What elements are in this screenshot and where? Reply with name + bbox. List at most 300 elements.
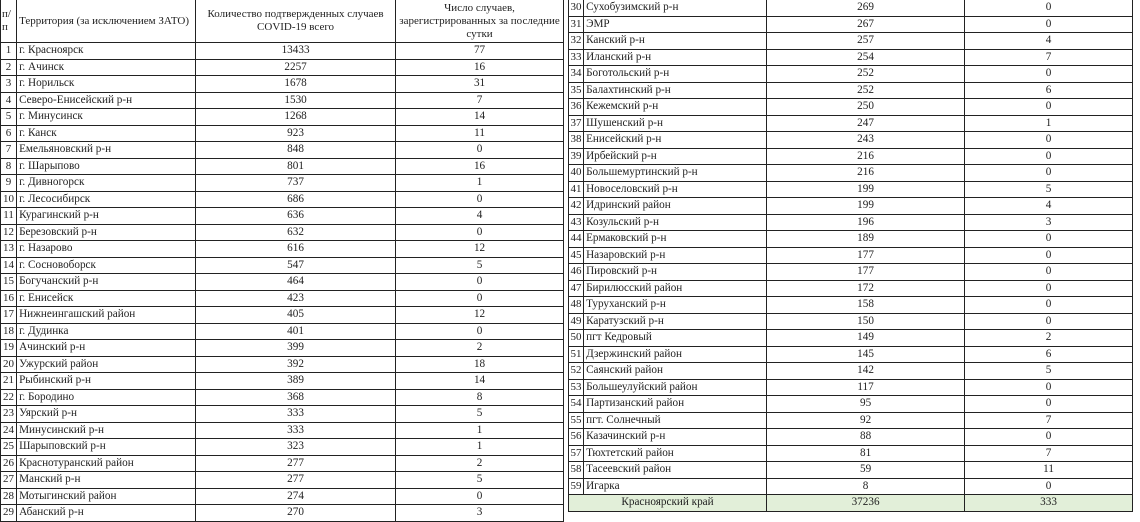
row-territory: Абанский р-н [17, 505, 196, 522]
row-territory: Большеулуйский район [584, 379, 767, 396]
row-number: 2 [1, 59, 17, 76]
row-territory: Боготольский р-н [584, 66, 767, 83]
row-number: 26 [1, 455, 17, 472]
row-total-cases: 177 [767, 264, 965, 281]
table-row [569, 429, 1133, 446]
row-total-cases: 13433 [196, 43, 396, 60]
row-total-cases: 254 [767, 49, 965, 66]
row-total-cases: 392 [196, 356, 396, 373]
row-total-cases: 59 [767, 462, 965, 479]
table-row [1, 59, 564, 76]
row-total-cases: 196 [767, 214, 965, 231]
row-number: 51 [569, 346, 584, 363]
row-number: 38 [569, 132, 584, 149]
row-total-cases: 547 [196, 257, 396, 274]
covid-cases-table-right [568, 0, 1133, 512]
row-total-cases: 247 [767, 115, 965, 132]
table-row [569, 148, 1133, 165]
row-number: 7 [1, 142, 17, 159]
row-daily-cases: 0 [396, 224, 564, 241]
row-number: 34 [569, 66, 584, 83]
table-row [569, 214, 1133, 231]
row-daily-cases: 5 [396, 406, 564, 423]
row-total-cases: 923 [196, 125, 396, 142]
row-total-cases: 1678 [196, 76, 396, 93]
table-row [569, 346, 1133, 363]
table-row [569, 396, 1133, 413]
row-territory: г. Сосновоборск [17, 257, 196, 274]
row-daily-cases: 0 [396, 290, 564, 307]
row-daily-cases: 0 [965, 379, 1133, 396]
table-row [1, 125, 564, 142]
total-row-total-cases: 37236 [767, 495, 965, 512]
row-territory: пгт Кедровый [584, 330, 767, 347]
row-total-cases: 636 [196, 208, 396, 225]
table-row [1, 455, 564, 472]
row-territory: пгт. Солнечный [584, 412, 767, 429]
row-daily-cases: 7 [965, 445, 1133, 462]
row-daily-cases: 1 [965, 115, 1133, 132]
row-daily-cases: 12 [396, 241, 564, 258]
row-total-cases: 616 [196, 241, 396, 258]
row-daily-cases: 1 [396, 175, 564, 192]
table-row [569, 297, 1133, 314]
row-total-cases: 632 [196, 224, 396, 241]
table-row [1, 43, 564, 60]
row-daily-cases: 11 [396, 125, 564, 142]
row-number: 47 [569, 280, 584, 297]
row-territory: Большемуртинский р-н [584, 165, 767, 182]
row-daily-cases: 0 [965, 297, 1133, 314]
row-daily-cases: 0 [965, 165, 1133, 182]
row-number: 3 [1, 76, 17, 93]
row-total-cases: 1268 [196, 109, 396, 126]
row-number: 22 [1, 389, 17, 406]
table-row [1, 208, 564, 225]
table-row [569, 412, 1133, 429]
row-daily-cases: 0 [396, 323, 564, 340]
row-total-cases: 277 [196, 472, 396, 489]
row-total-cases: 737 [196, 175, 396, 192]
table-row [1, 307, 564, 324]
row-total-cases: 368 [196, 389, 396, 406]
table-row [569, 363, 1133, 380]
row-number: 29 [1, 505, 17, 522]
table-row [569, 99, 1133, 116]
row-number: 8 [1, 158, 17, 175]
table-row [1, 488, 564, 505]
table-row [569, 198, 1133, 215]
row-number: 59 [569, 478, 584, 495]
row-number: 49 [569, 313, 584, 330]
row-daily-cases: 5 [396, 472, 564, 489]
row-total-cases: 323 [196, 439, 396, 456]
row-total-cases: 199 [767, 181, 965, 198]
row-territory: Березовский р-н [17, 224, 196, 241]
row-total-cases: 2257 [196, 59, 396, 76]
row-daily-cases: 11 [965, 462, 1133, 479]
row-number: 48 [569, 297, 584, 314]
table-row [1, 290, 564, 307]
table-row [1, 373, 564, 390]
row-total-cases: 333 [196, 406, 396, 423]
row-daily-cases: 7 [965, 412, 1133, 429]
row-number: 46 [569, 264, 584, 281]
row-total-cases: 269 [767, 0, 965, 16]
row-number: 28 [1, 488, 17, 505]
row-daily-cases: 0 [396, 488, 564, 505]
table-row [1, 274, 564, 291]
row-number: 52 [569, 363, 584, 380]
row-territory: Саянский район [584, 363, 767, 380]
row-territory: г. Норильск [17, 76, 196, 93]
table-header-row [1, 0, 564, 43]
row-number: 9 [1, 175, 17, 192]
table-row [1, 472, 564, 489]
row-number: 44 [569, 231, 584, 248]
row-territory: Мотыгинский район [17, 488, 196, 505]
row-total-cases: 252 [767, 66, 965, 83]
row-total-cases: 150 [767, 313, 965, 330]
row-total-cases: 270 [196, 505, 396, 522]
row-total-cases: 405 [196, 307, 396, 324]
row-total-cases: 158 [767, 297, 965, 314]
row-territory: Новоселовский р-н [584, 181, 767, 198]
row-territory: г. Минусинск [17, 109, 196, 126]
row-territory: Дзержинский район [584, 346, 767, 363]
table-row [569, 330, 1133, 347]
row-daily-cases: 0 [965, 247, 1133, 264]
row-number: 24 [1, 422, 17, 439]
header-number: п/п [1, 0, 17, 43]
table-row [1, 439, 564, 456]
row-territory: Партизанский район [584, 396, 767, 413]
row-total-cases: 333 [196, 422, 396, 439]
row-total-cases: 401 [196, 323, 396, 340]
row-number: 32 [569, 33, 584, 50]
row-number: 30 [569, 0, 584, 16]
row-territory: Бирилюсский район [584, 280, 767, 297]
row-number: 16 [1, 290, 17, 307]
row-daily-cases: 14 [396, 109, 564, 126]
table-row [1, 191, 564, 208]
row-territory: Ермаковский р-н [584, 231, 767, 248]
row-daily-cases: 7 [396, 92, 564, 109]
table-row [569, 247, 1133, 264]
row-number: 57 [569, 445, 584, 462]
row-territory: Шушенский р-н [584, 115, 767, 132]
total-row-label: Красноярский край [569, 495, 767, 512]
table-row [1, 257, 564, 274]
row-number: 17 [1, 307, 17, 324]
row-territory: Краснотуранский район [17, 455, 196, 472]
row-total-cases: 199 [767, 198, 965, 215]
row-territory: Каратузский р-н [584, 313, 767, 330]
table-row [1, 142, 564, 159]
row-daily-cases: 0 [396, 191, 564, 208]
row-territory: Минусинский р-н [17, 422, 196, 439]
row-total-cases: 267 [767, 16, 965, 33]
row-total-cases: 252 [767, 82, 965, 99]
row-territory: г. Бородино [17, 389, 196, 406]
row-territory: Курагинский р-н [17, 208, 196, 225]
row-total-cases: 81 [767, 445, 965, 462]
row-daily-cases: 18 [396, 356, 564, 373]
row-total-cases: 117 [767, 379, 965, 396]
row-territory: ЭМР [584, 16, 767, 33]
table-row [1, 175, 564, 192]
row-number: 12 [1, 224, 17, 241]
row-number: 43 [569, 214, 584, 231]
row-daily-cases: 0 [965, 148, 1133, 165]
row-territory: г. Лесосибирск [17, 191, 196, 208]
row-daily-cases: 4 [965, 33, 1133, 50]
table-row [1, 340, 564, 357]
row-daily-cases: 8 [396, 389, 564, 406]
table-row [569, 445, 1133, 462]
row-daily-cases: 0 [396, 142, 564, 159]
row-territory: г. Назарово [17, 241, 196, 258]
row-number: 15 [1, 274, 17, 291]
table-row [569, 231, 1133, 248]
header-total-cases: Количество подтвержденных случаев COVID-19 всего [196, 0, 396, 43]
row-territory: Рыбинский р-н [17, 373, 196, 390]
row-daily-cases: 3 [396, 505, 564, 522]
row-daily-cases: 16 [396, 59, 564, 76]
row-daily-cases: 31 [396, 76, 564, 93]
row-territory: Ирбейский р-н [584, 148, 767, 165]
row-number: 53 [569, 379, 584, 396]
row-number: 42 [569, 198, 584, 215]
row-total-cases: 189 [767, 231, 965, 248]
table-row [569, 181, 1133, 198]
row-number: 10 [1, 191, 17, 208]
table-row [1, 406, 564, 423]
row-territory: г. Дивногорск [17, 175, 196, 192]
row-number: 40 [569, 165, 584, 182]
row-number: 19 [1, 340, 17, 357]
row-number: 56 [569, 429, 584, 446]
row-number: 11 [1, 208, 17, 225]
row-territory: г. Канск [17, 125, 196, 142]
row-territory: Кежемский р-н [584, 99, 767, 116]
row-number: 39 [569, 148, 584, 165]
row-territory: Нижнеингашский район [17, 307, 196, 324]
table-row [569, 313, 1133, 330]
table-row [1, 109, 564, 126]
row-territory: Уярский р-н [17, 406, 196, 423]
row-number: 36 [569, 99, 584, 116]
header-daily-cases: Число случаев, зарегистрированных за последние сутки [396, 0, 564, 43]
row-total-cases: 95 [767, 396, 965, 413]
table-row [569, 82, 1133, 99]
row-number: 1 [1, 43, 17, 60]
row-total-cases: 92 [767, 412, 965, 429]
row-total-cases: 8 [767, 478, 965, 495]
table-row [569, 33, 1133, 50]
row-total-cases: 423 [196, 290, 396, 307]
row-total-cases: 142 [767, 363, 965, 380]
row-number: 37 [569, 115, 584, 132]
row-total-cases: 1530 [196, 92, 396, 109]
table-row [1, 505, 564, 522]
table-row [569, 16, 1133, 33]
row-number: 58 [569, 462, 584, 479]
row-daily-cases: 0 [965, 478, 1133, 495]
covid-cases-table-left [0, 0, 564, 522]
row-daily-cases: 0 [965, 132, 1133, 149]
row-number: 55 [569, 412, 584, 429]
row-territory: Пировский р-н [584, 264, 767, 281]
table-row [569, 478, 1133, 495]
row-daily-cases: 0 [965, 0, 1133, 16]
row-territory: Козульский р-н [584, 214, 767, 231]
row-number: 33 [569, 49, 584, 66]
row-daily-cases: 1 [396, 422, 564, 439]
row-number: 31 [569, 16, 584, 33]
table-row [569, 379, 1133, 396]
row-territory: Северо-Енисейский р-н [17, 92, 196, 109]
row-daily-cases: 5 [965, 181, 1133, 198]
row-number: 5 [1, 109, 17, 126]
row-territory: г. Дудинка [17, 323, 196, 340]
row-total-cases: 277 [196, 455, 396, 472]
row-daily-cases: 4 [396, 208, 564, 225]
row-territory: Ужурский район [17, 356, 196, 373]
row-territory: Туруханский р-н [584, 297, 767, 314]
table-row [1, 422, 564, 439]
row-territory: г. Енисейск [17, 290, 196, 307]
row-total-cases: 257 [767, 33, 965, 50]
row-number: 4 [1, 92, 17, 109]
row-daily-cases: 6 [965, 346, 1133, 363]
table-row [1, 389, 564, 406]
row-daily-cases: 0 [965, 231, 1133, 248]
table-row [1, 92, 564, 109]
row-total-cases: 250 [767, 99, 965, 116]
row-territory: Идринский район [584, 198, 767, 215]
table-row [1, 224, 564, 241]
row-daily-cases: 0 [965, 396, 1133, 413]
row-daily-cases: 3 [965, 214, 1133, 231]
row-daily-cases: 2 [396, 340, 564, 357]
row-number: 14 [1, 257, 17, 274]
row-daily-cases: 0 [965, 16, 1133, 33]
row-total-cases: 145 [767, 346, 965, 363]
row-daily-cases: 0 [965, 99, 1133, 116]
row-territory: Назаровский р-н [584, 247, 767, 264]
row-daily-cases: 0 [965, 66, 1133, 83]
row-territory: г. Ачинск [17, 59, 196, 76]
table-row [569, 49, 1133, 66]
row-total-cases: 389 [196, 373, 396, 390]
table-row [569, 0, 1133, 16]
row-number: 18 [1, 323, 17, 340]
row-number: 41 [569, 181, 584, 198]
row-total-cases: 686 [196, 191, 396, 208]
row-number: 23 [1, 406, 17, 423]
table-row [569, 264, 1133, 281]
table-row [1, 76, 564, 93]
row-number: 13 [1, 241, 17, 258]
row-territory: Тасеевский район [584, 462, 767, 479]
row-territory: Тюхтетский район [584, 445, 767, 462]
row-territory: Иланский р-н [584, 49, 767, 66]
row-number: 21 [1, 373, 17, 390]
row-daily-cases: 0 [965, 280, 1133, 297]
row-territory: Емельяновский р-н [17, 142, 196, 159]
row-territory: Балахтинский р-н [584, 82, 767, 99]
row-total-cases: 149 [767, 330, 965, 347]
table-row [569, 280, 1133, 297]
row-daily-cases: 12 [396, 307, 564, 324]
header-territory: Территория (за исключением ЗАТО) [17, 0, 196, 43]
table-row [569, 132, 1133, 149]
table-row [1, 323, 564, 340]
row-daily-cases: 2 [965, 330, 1133, 347]
table-row [1, 158, 564, 175]
table-row [569, 115, 1133, 132]
row-daily-cases: 77 [396, 43, 564, 60]
row-territory: Казачинский р-н [584, 429, 767, 446]
table-row [569, 165, 1133, 182]
row-territory: Шарыповский р-н [17, 439, 196, 456]
row-territory: г. Шарыпово [17, 158, 196, 175]
row-daily-cases: 14 [396, 373, 564, 390]
row-number: 20 [1, 356, 17, 373]
row-total-cases: 216 [767, 148, 965, 165]
row-total-cases: 88 [767, 429, 965, 446]
row-number: 54 [569, 396, 584, 413]
row-daily-cases: 0 [396, 274, 564, 291]
row-territory: Сухобузимский р-н [584, 0, 767, 16]
row-total-cases: 172 [767, 280, 965, 297]
row-daily-cases: 0 [965, 429, 1133, 446]
row-territory: Игарка [584, 478, 767, 495]
row-total-cases: 216 [767, 165, 965, 182]
table-row [569, 462, 1133, 479]
table-row [569, 66, 1133, 83]
row-territory: Ачинский р-н [17, 340, 196, 357]
row-territory: Канский р-н [584, 33, 767, 50]
row-territory: г. Красноярск [17, 43, 196, 60]
row-territory: Манский р-н [17, 472, 196, 489]
row-total-cases: 399 [196, 340, 396, 357]
row-number: 50 [569, 330, 584, 347]
row-territory: Енисейский р-н [584, 132, 767, 149]
total-row-daily-cases: 333 [965, 495, 1133, 512]
row-total-cases: 243 [767, 132, 965, 149]
row-daily-cases: 1 [396, 439, 564, 456]
row-number: 35 [569, 82, 584, 99]
row-daily-cases: 5 [396, 257, 564, 274]
row-daily-cases: 0 [965, 264, 1133, 281]
total-row [569, 495, 1133, 512]
row-territory: Богучанский р-н [17, 274, 196, 291]
row-number: 25 [1, 439, 17, 456]
row-daily-cases: 16 [396, 158, 564, 175]
row-total-cases: 464 [196, 274, 396, 291]
row-number: 27 [1, 472, 17, 489]
row-number: 6 [1, 125, 17, 142]
row-total-cases: 177 [767, 247, 965, 264]
row-daily-cases: 6 [965, 82, 1133, 99]
row-daily-cases: 0 [965, 313, 1133, 330]
row-daily-cases: 4 [965, 198, 1133, 215]
row-daily-cases: 7 [965, 49, 1133, 66]
row-total-cases: 274 [196, 488, 396, 505]
row-total-cases: 801 [196, 158, 396, 175]
